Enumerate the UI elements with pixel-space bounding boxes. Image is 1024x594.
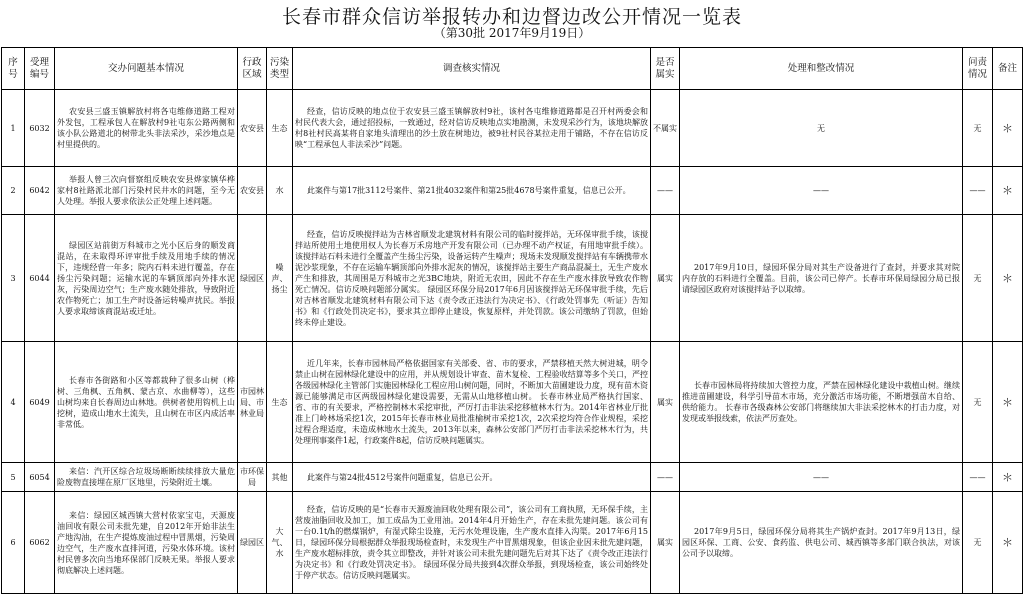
cell-remark: ＊ bbox=[993, 167, 1023, 215]
table-row bbox=[2, 167, 1023, 215]
cell-investigation: 经查，信访反映的是“长春市天源废油回收处理有限公司”，该公司有工商执照，无环保手续，主营废油脂回收及加工，加工成品为工业用油。2014年4月开始生产，存在未批先建问题。该公司有一台0.1t/h的燃煤锅炉，有湿式除尘设施，无污水处理设施，生产废水直排入沟渠。2017年6月15日，绿园环保分局根据群众举报现场检查时，未发现生产中冒黑烟现象，但该企业因未批先建问题，生产废水超标排放，责令其立即整改，并针对该公司未批先建问题先后对其下达了《责令改正违法行为决定书》和《行政处罚决定书》。 绿园环保分局共接到4次群众举报，到现场检查，该公司始终处于停产状态。信访反映问题属实。 bbox=[293, 492, 651, 594]
header-seq: 序号 bbox=[2, 48, 25, 90]
cell-region: 绿园区 bbox=[238, 215, 267, 342]
cell-issue: 来信：绿园区城西镇大营村依家宝屯，天源废油回收有限公司未批先建，自2012年开始非法生产地沟油，在生产提炼废油过程中冒黑烟，污染周边空气，生产废水直排河道，污染水体环境。该村村民曾多次向当地环保部门反映无果。举报人要求彻底解决上述问题。 bbox=[55, 492, 238, 594]
cell-accountability: —— bbox=[963, 167, 993, 215]
header-region: 行政区域 bbox=[238, 48, 267, 90]
header-remark: 备注 bbox=[993, 48, 1023, 90]
page-title: 长春市群众信访举报转办和边督边改公开情况一览表 bbox=[281, 6, 742, 28]
cell-handling: 2017年9月5日，绿园环保分局将其生产锅炉查封。2017年9月13日，绿园区环保、工商、公安、食药监、供电公司、城西镇等多部门联合执法，对该公司予以取缔。 bbox=[680, 492, 963, 594]
cell-seq: 2 bbox=[2, 167, 25, 215]
cell-remark: ＊ bbox=[993, 342, 1023, 463]
cell-pollution: 噪声、扬尘 bbox=[267, 215, 293, 342]
table-row bbox=[2, 463, 1023, 492]
cell-issue: 农安县三盛玉镇解放村将各屯维修道路工程对外发包，工程承包人在解放村9社屯东公路两侧和该小队公路道北的树带北头非法采沙，采沙地点是村里提供的。 bbox=[55, 90, 238, 167]
header-issue: 交办问题基本情况 bbox=[55, 48, 238, 90]
cell-region: 市环保局 bbox=[238, 463, 267, 492]
table-header-row bbox=[2, 48, 1023, 90]
cell-region: 绿园区 bbox=[238, 492, 267, 594]
cell-accountability: 无 bbox=[963, 215, 993, 342]
cell-issue: 举报人曾三次向督察组反映农安县烨家镇华桦家村8社路派北部门污染村民井水的问题，至今无人处理。举报人要求依法公正处理上述问题。 bbox=[55, 167, 238, 215]
cell-pollution: 大气、水 bbox=[267, 492, 293, 594]
cell-pollution: 水 bbox=[267, 167, 293, 215]
header-pollution: 污染类型 bbox=[267, 48, 293, 90]
cell-handling: 长春市园林局将持续加大管控力度，严禁在园林绿化建设中栽植山树。继续推进苗圃建设，科学引导苗木市场，充分激活市场功能，不断增强苗木自给、供给能力。 长春市各级森林公安部门将继续加大非法采挖林木的打击力度，对发现或举报线索，依法严厉查处。 bbox=[680, 342, 963, 463]
cell-pollution: 生态 bbox=[267, 342, 293, 463]
cell-handling: —— bbox=[680, 167, 963, 215]
cell-accountability: 无 bbox=[963, 90, 993, 167]
cell-region: 农安县 bbox=[238, 167, 267, 215]
cell-handling: 无 bbox=[680, 90, 963, 167]
cell-region: 农安县 bbox=[238, 90, 267, 167]
report-table bbox=[1, 47, 1023, 594]
header-no: 受理编号 bbox=[25, 48, 55, 90]
header-investigation: 调查核实情况 bbox=[293, 48, 651, 90]
cell-seq: 6 bbox=[2, 492, 25, 594]
table-row bbox=[2, 215, 1023, 342]
cell-investigation: 经查，信访反映的地点位于农安县三盛玉镇解放村9社，该村各屯维修道路都是召开村两委会和村民代表大会，通过招投标，一致通过，经对信访反映地点实地勘测，未发现采沙行为，该地块解放村8社村民高某将自家地头清理出的沙土放在树地边，被9社村民谷某拉走用于铺路，不存在信访反映“工程承包人非法采沙”问题。 bbox=[293, 90, 651, 167]
header-accountability: 问责情况 bbox=[963, 48, 993, 90]
table-row bbox=[2, 492, 1023, 594]
cell-investigation: 此案件与第17批3112号案件、第21批4032案件和第25批4678号案件重复，信息已公开。 bbox=[293, 167, 651, 215]
cell-no: 6054 bbox=[25, 463, 55, 492]
cell-seq: 5 bbox=[2, 463, 25, 492]
cell-seq: 1 bbox=[2, 90, 25, 167]
cell-remark: ＊ bbox=[993, 215, 1023, 342]
cell-seq: 4 bbox=[2, 342, 25, 463]
cell-pollution: 其他 bbox=[267, 463, 293, 492]
page-subtitle: （第30批 2017年9月19日） bbox=[433, 26, 591, 40]
cell-accountability: —— bbox=[963, 463, 993, 492]
cell-no: 6032 bbox=[25, 90, 55, 167]
cell-handling: —— bbox=[680, 463, 963, 492]
cell-issue: 来信：汽开区综合垃圾场断断续续排放大量危险废物直接埋在原厂区地里，污染附近土壤。 bbox=[55, 463, 238, 492]
cell-no: 6062 bbox=[25, 492, 55, 594]
cell-verified: 属实 bbox=[651, 342, 680, 463]
cell-investigation: 此案件与第24批4512号案件问题重复，信息已公开。 bbox=[293, 463, 651, 492]
cell-no: 6049 bbox=[25, 342, 55, 463]
header-verified: 是否属实 bbox=[651, 48, 680, 90]
cell-accountability: 无 bbox=[963, 342, 993, 463]
cell-verified: —— bbox=[651, 167, 680, 215]
header-handling: 处理和整改情况 bbox=[680, 48, 963, 90]
cell-verified: 属实 bbox=[651, 492, 680, 594]
cell-no: 6042 bbox=[25, 167, 55, 215]
cell-remark: ＊ bbox=[993, 492, 1023, 594]
cell-remark: ＊ bbox=[993, 90, 1023, 167]
cell-issue: 绿园区站前街万科城市之光小区后身的顺发商混站，在未取得环评审批手续及用地手续的情况下，违规经营一年多；院内石料未进行覆盖，存在扬尘污染问题；运输水泥的车辆顶部向外排水泥灰，污染周边空气；生产废水随处排放，导致附近农作物死亡；加工生产时设备运转噪声扰民。举报人要求取缔该商混站或迁址。 bbox=[55, 215, 238, 342]
cell-verified: 不属实 bbox=[651, 90, 680, 167]
cell-verified: 属实 bbox=[651, 215, 680, 342]
cell-accountability: 无 bbox=[963, 492, 993, 594]
cell-investigation: 近几年来，长春市园林局严格依据国家有关部委、省、市的要求，严禁移植天然大树进城，明令禁止山树在园林绿化建设中的应用，并从规划设计审查、苗木复检、工程验收结算等多个关口，严控各级园林绿化主管部门实施园林绿化工程应用山树问题，同时，不断加大苗圃建设力度，现有苗木资源已能够满足市区两级园林绿化建设需要，无需从山地移植山树。 长春市林业局严格执行国家、省、市的有关要求，严格控制林木采挖审批，严厉打击非法采挖移植林木行为。2014年省林业厅批准上门岭林场采挖1次，2015年长春市林业局批准榆树市采挖1次，2次采挖均符合作业规程，采挖过程合理适度，未造成林地水土流失，2013年以来，森林公安部门严厉打击非法采挖林木行为，共处理刑事案件1起，行政案件8起，信访反映问题属实。 bbox=[293, 342, 651, 463]
cell-seq: 3 bbox=[2, 215, 25, 342]
cell-investigation: 经查，信访反映搅拌站为吉林省顺发北建筑材料有限公司的临时搅拌站，无环保审批手续，该搅拌站所使用土地使用权人为长春万禾房地产开发有限公司（已办理不动产权证，有用地审批手续）。该搅拌站石料未进行全覆盖产生扬尘污染，设备运转产生噪声；现场未发现顺发搅拌站有车辆携带水泥沙浆现象，不存在运输车辆顶部向外排水泥灰的情况，该搅拌站主要生产商品混凝土，无生产废水产生和排放，其周围是万科城市之光3BC地块，附近无农田，因此不存在生产废水排放导致农作物死亡情况。信访反映问题部分属实。 绿园区环保分局2017年6月因该搅拌站无环保审批手续，先后对吉林省顺发北建筑材料有限公司下达《责令改正违法行为决定书》、《行政处罚事先（听证）告知书》和《行政处罚决定书》，要求其立即停止建设，恢复原样，并处罚款。该公司缴纳了罚款，但始终未停止建设。 bbox=[293, 215, 651, 342]
cell-pollution: 生态 bbox=[267, 90, 293, 167]
table-row bbox=[2, 342, 1023, 463]
cell-no: 6044 bbox=[25, 215, 55, 342]
cell-remark: ＊ bbox=[993, 463, 1023, 492]
cell-issue: 长春市各街路和小区等都栽种了很多山树（桦树、三角枫、五角枫、蒙古京、水曲柳等），这些山树均来自长春周边山林地。供树者使用钩机上山挖树，造成山地水土流失，且山树在市区内成活率非常低。 bbox=[55, 342, 238, 463]
table-row bbox=[2, 90, 1023, 167]
cell-verified: —— bbox=[651, 463, 680, 492]
cell-region: 市园林局、市林业局 bbox=[238, 342, 267, 463]
cell-handling: 2017年9月10日，绿园环保分局对其生产设备进行了查封，并要求其对院内存放的石料进行全覆盖。目前，该公司已停产。长春市环保局绿园分局已报请绿园区政府对该搅拌站予以取缔。 bbox=[680, 215, 963, 342]
